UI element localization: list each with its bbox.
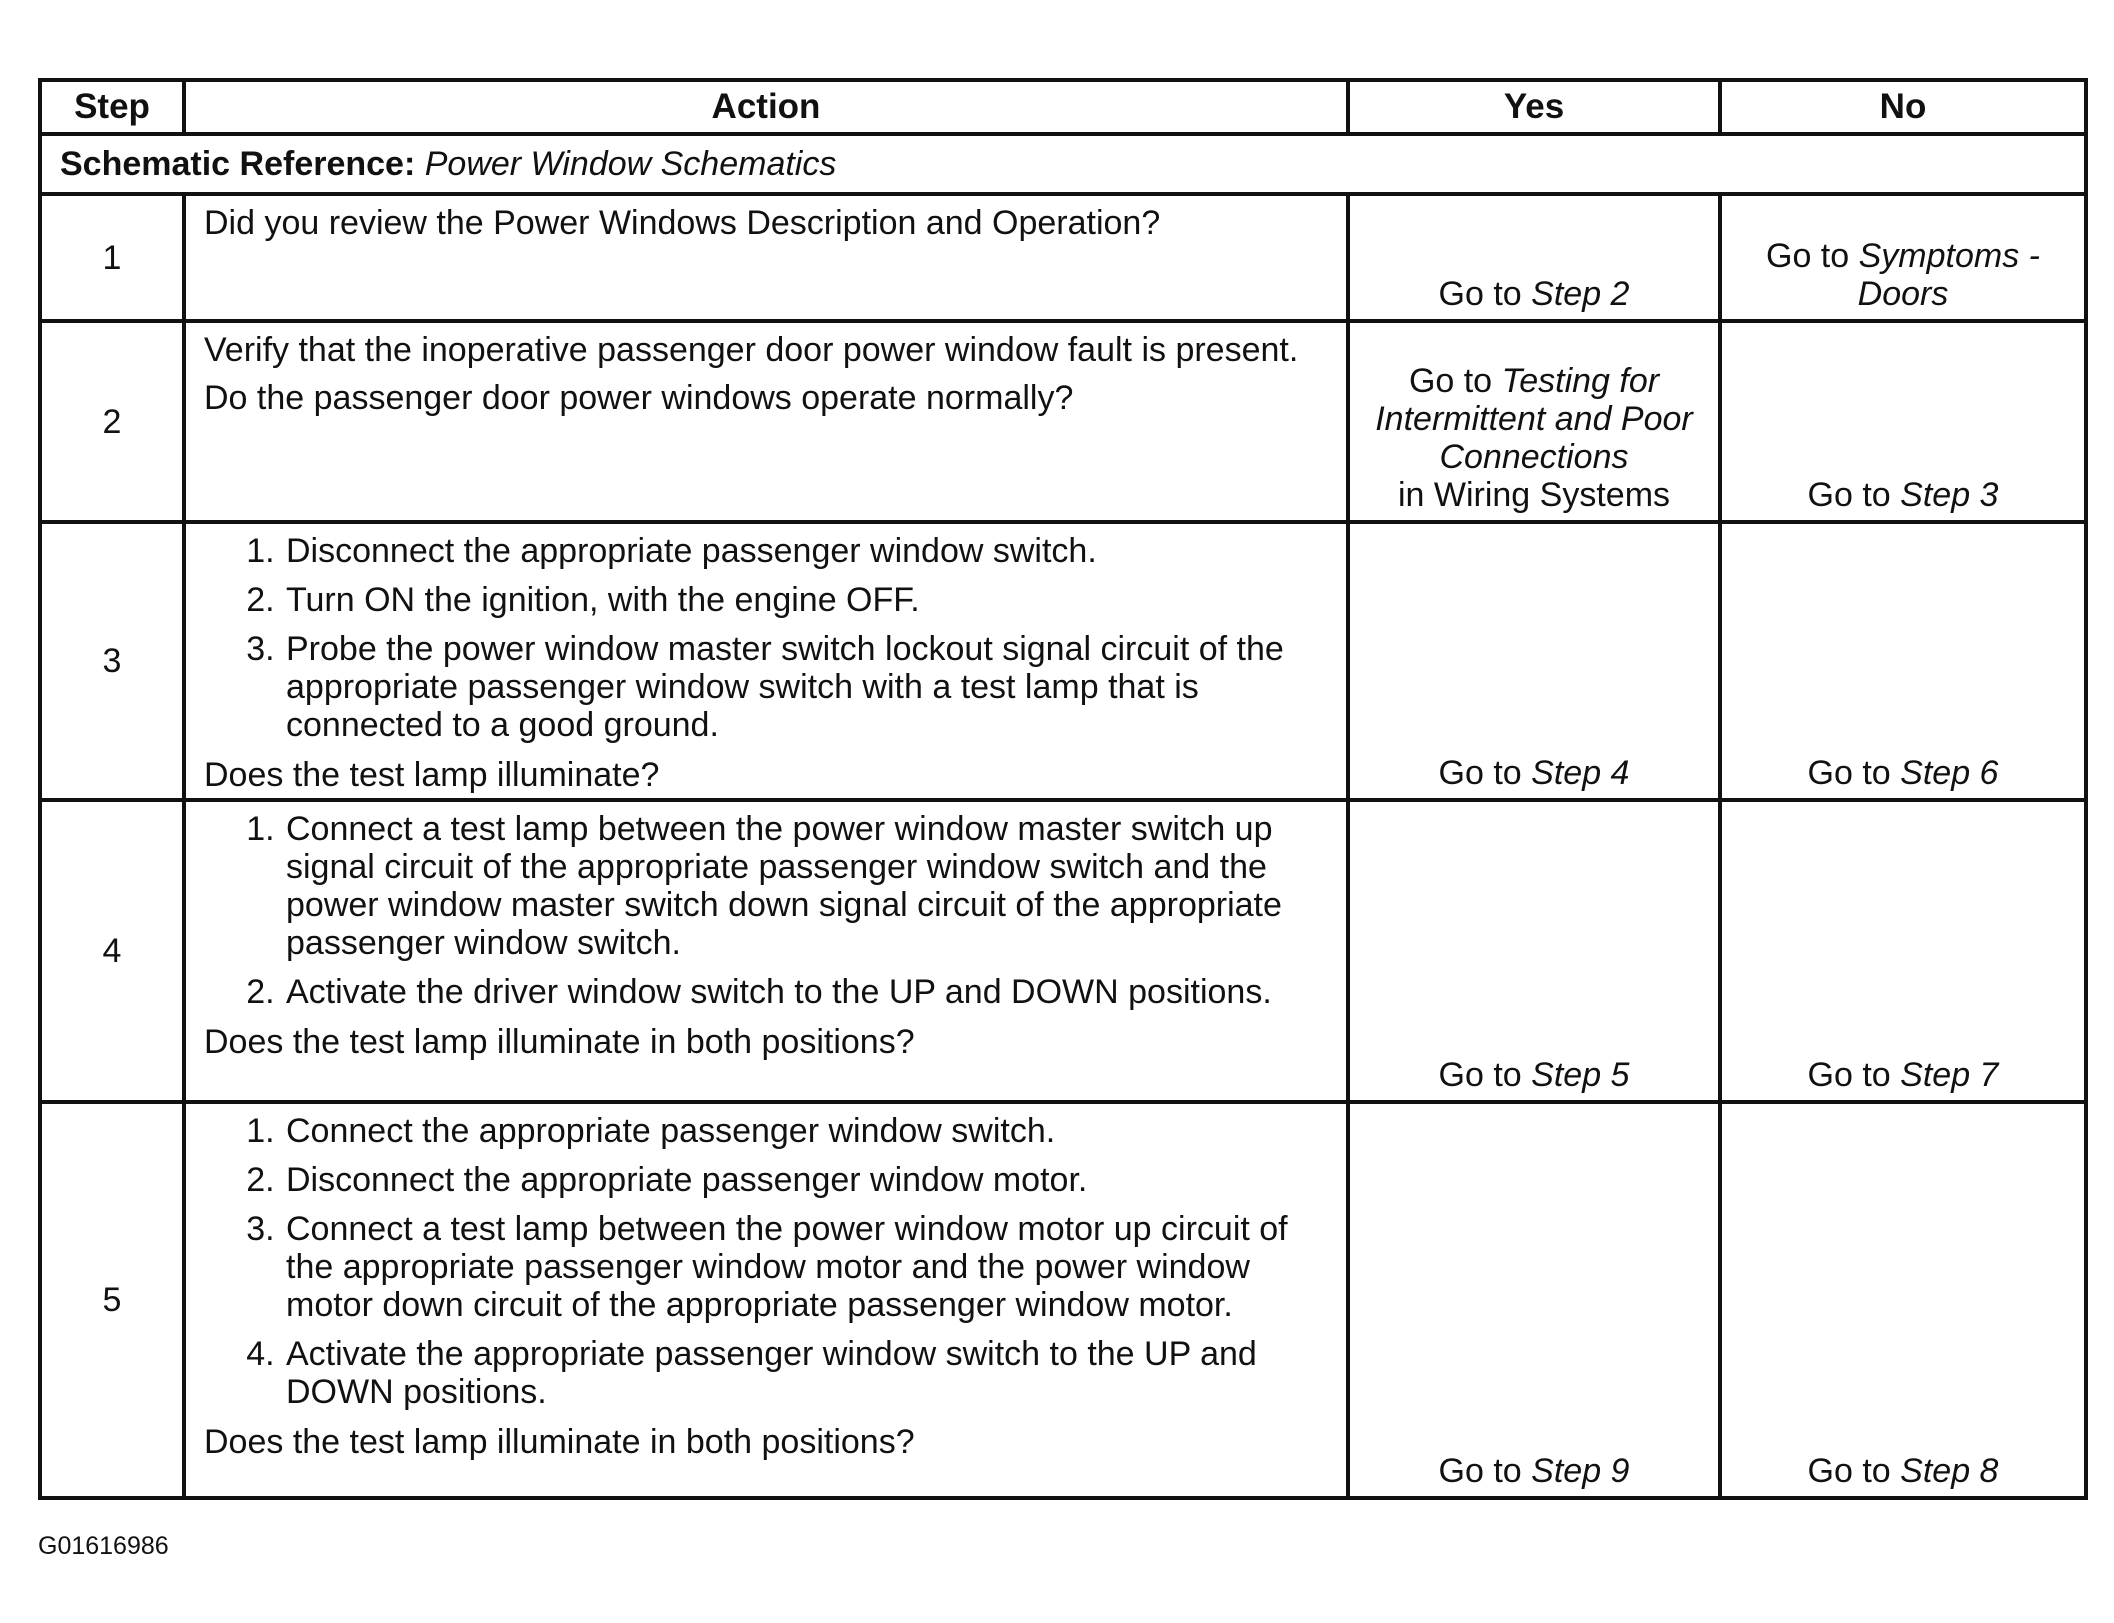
action-question: Does the test lamp illuminate in both positions? xyxy=(204,1023,915,1061)
goto-target-link[interactable]: Step 2 xyxy=(1531,275,1630,313)
action-step-item: 2. Turn ON the ignition, with the engine OFF. xyxy=(284,581,1328,619)
action-steps-list xyxy=(204,810,1328,1011)
step-action xyxy=(184,321,1348,522)
action-step-item: 1. Connect a test lamp between the power window master switch up signal circuit of the appropriate passenger window switch and the power window master switch down signal circuit of the appropriate passenger window switch. xyxy=(284,810,1328,962)
goto-prefix: Go to xyxy=(1408,362,1493,400)
action-step-item: 2. Activate the driver window switch to the UP and DOWN positions. xyxy=(284,973,1328,1011)
result-no xyxy=(1720,522,2086,800)
step-number: 3 xyxy=(40,522,184,800)
action-step-item: 1. Connect the appropriate passenger window switch. xyxy=(284,1112,1328,1150)
goto-prefix: Go to xyxy=(1438,754,1522,792)
action-step-item: 3. Probe the power window master switch lockout signal circuit of the appropriate passenger window switch with a test lamp that is connected to a good ground. xyxy=(284,630,1328,744)
action-steps-list xyxy=(204,1112,1328,1411)
result-yes xyxy=(1348,800,1720,1102)
step-row xyxy=(40,194,2086,321)
result-yes xyxy=(1348,522,1720,800)
action-step-item: 2. Disconnect the appropriate passenger window motor. xyxy=(284,1161,1328,1199)
header-action: Action xyxy=(184,80,1348,134)
goto-target-link[interactable]: Step 3 xyxy=(1900,476,1999,514)
result-yes xyxy=(1348,194,1720,321)
action-question: Do the passenger door power windows operate normally? xyxy=(204,379,1074,417)
step-action xyxy=(184,522,1348,800)
header-no: No xyxy=(1720,80,2086,134)
goto-prefix: Go to xyxy=(1766,237,1850,275)
action-intro: Verify that the inoperative passenger door power window fault is present. xyxy=(204,331,1299,369)
diagnostic-table xyxy=(38,78,2088,1500)
schematic-reference-link[interactable]: Power Window Schematics xyxy=(424,145,837,183)
action-steps-list xyxy=(204,532,1328,744)
result-no xyxy=(1720,800,2086,1102)
result-no xyxy=(1720,1102,2086,1498)
goto-prefix: Go to xyxy=(1438,1452,1522,1490)
header-row xyxy=(40,80,2086,134)
goto-prefix: Go to xyxy=(1807,476,1891,514)
goto-target-link[interactable]: Step 4 xyxy=(1531,754,1630,792)
step-number: 2 xyxy=(40,321,184,522)
action-question: Did you review the Power Windows Description and Operation? xyxy=(204,204,1161,242)
goto-prefix: Go to xyxy=(1807,1056,1891,1094)
goto-target-link[interactable]: Step 8 xyxy=(1900,1452,1999,1490)
goto-suffix: in Wiring Systems xyxy=(1397,476,1671,514)
header-yes: Yes xyxy=(1348,80,1720,134)
step-action xyxy=(184,800,1348,1102)
goto-target-link[interactable]: Step 7 xyxy=(1900,1056,1999,1094)
step-row xyxy=(40,321,2086,522)
schematic-reference-label: Schematic Reference: xyxy=(60,145,416,183)
step-row xyxy=(40,522,2086,800)
goto-prefix: Go to xyxy=(1438,1056,1522,1094)
result-yes xyxy=(1348,321,1720,522)
goto-prefix: Go to xyxy=(1807,1452,1891,1490)
action-question: Does the test lamp illuminate? xyxy=(204,756,660,794)
goto-prefix: Go to xyxy=(1438,275,1522,313)
result-no xyxy=(1720,321,2086,522)
step-row xyxy=(40,1102,2086,1498)
action-step-item: 1. Disconnect the appropriate passenger window switch. xyxy=(284,532,1328,570)
step-row xyxy=(40,800,2086,1102)
goto-target-link[interactable]: Symptoms - Doors xyxy=(1857,237,2040,313)
action-step-item: 4. Activate the appropriate passenger window switch to the UP and DOWN positions. xyxy=(284,1335,1328,1411)
figure-code: G01616986 xyxy=(38,1532,169,1560)
step-number: 1 xyxy=(40,194,184,321)
step-action xyxy=(184,1102,1348,1498)
goto-target-link[interactable]: Testing for Intermittent and Poor Connections xyxy=(1375,362,1693,476)
schematic-reference xyxy=(40,134,2086,194)
result-yes xyxy=(1348,1102,1720,1498)
action-step-item: 3. Connect a test lamp between the power window motor up circuit of the appropriate passenger window motor and the power window motor down circuit of the appropriate passenger window motor. xyxy=(284,1210,1328,1324)
goto-target-link[interactable]: Step 5 xyxy=(1531,1056,1630,1094)
goto-target-link[interactable]: Step 6 xyxy=(1900,754,1999,792)
goto-target-link[interactable]: Step 9 xyxy=(1531,1452,1630,1490)
result-no xyxy=(1720,194,2086,321)
action-question: Does the test lamp illuminate in both positions? xyxy=(204,1423,915,1461)
schematic-reference-row xyxy=(40,134,2086,194)
step-action xyxy=(184,194,1348,321)
step-number: 4 xyxy=(40,800,184,1102)
step-number: 5 xyxy=(40,1102,184,1498)
header-step: Step xyxy=(40,80,184,134)
goto-prefix: Go to xyxy=(1807,754,1891,792)
